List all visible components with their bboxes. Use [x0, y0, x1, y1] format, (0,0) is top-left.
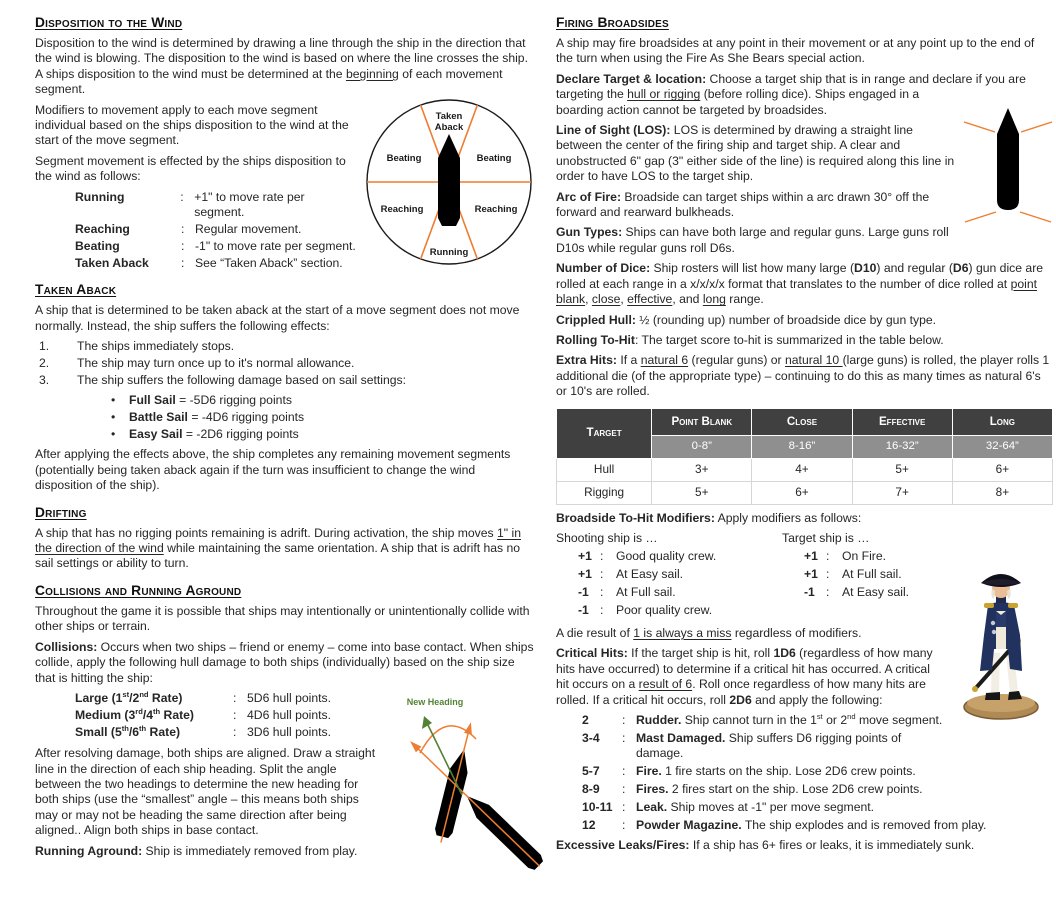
- critical-text: Powder Magazine. The ship explodes and is removed from play.: [636, 817, 987, 832]
- critical-roll: 8-9: [582, 782, 600, 797]
- wind-disposition-svg: [363, 94, 535, 276]
- effect-def: See “Taken Aback” section.: [195, 255, 343, 270]
- cell: 5+: [852, 458, 952, 481]
- excessive-leaks-fires: Excessive Leaks/Fires: If a ship has 6+ fires or leaks, it is immediately sunk.: [556, 838, 975, 853]
- damage-def: 5D6 hull points.: [247, 690, 332, 705]
- drifting-p1: A ship that has no rigging points remaining is adrift. During activation, the ship moves 1" in the direction of the wind while maintaining the same orientation. A ship that is adrift has no sail settings or ability to turn.: [35, 525, 522, 571]
- wind-label-aback: Aback: [434, 122, 464, 133]
- extra-hits: Extra Hits: If a natural 6 (regular guns) or natural 10 (large guns) is rolled, the player rolls 1 additional die (of the appropriate type) – continuing to do this as many times as natural 6's or 10's are rolled.: [556, 353, 1050, 399]
- to-hit-table: [556, 408, 1053, 505]
- collision-svg: [390, 691, 565, 891]
- collision-diagram: [390, 691, 565, 895]
- critical-row: 10-11 : Leak. Ship moves at -1" per move segment.: [556, 800, 1054, 815]
- running-aground: Running Aground: Ship is immediately removed from play.: [35, 843, 358, 858]
- modifier-text: At Full sail.: [616, 585, 676, 600]
- firing-p1: A ship may fire broadsides at any point in their movement or at any point up to the end of the turn when using the Fire As She Bears special action.: [556, 36, 1035, 66]
- modifier-value: -1: [804, 585, 815, 600]
- stern-arc-line-right: [1020, 212, 1051, 222]
- effect-row: Taken Aback : See “Taken Aback” section.: [75, 255, 343, 270]
- step-row: [35, 339, 535, 354]
- cell: 8+: [952, 481, 1052, 504]
- modifier-value: +1: [578, 567, 592, 582]
- arc-of-fire-svg: [962, 102, 1054, 224]
- wind-label-reaching-left: Reaching: [380, 204, 424, 215]
- critical-roll: 3-4: [582, 730, 600, 745]
- disposition-p1: Disposition to the wind is determined by drawing a line through the ship in the direction that the wind is blowing. The disposition to the wind is based on where the line crosses the ship. A ships disposition to the wind must be determined at the beginning of each movement segment.: [35, 36, 528, 97]
- left-column: [35, 12, 535, 899]
- modifier-value: +1: [804, 549, 818, 564]
- cell: 4+: [752, 458, 852, 481]
- critical-row: 8-9 : Fires. 2 fires start on the ship. Lose 2D6 crew points.: [556, 782, 1054, 797]
- col-header-effective: Effective: [852, 408, 952, 435]
- modifier-text: At Easy sail.: [842, 585, 910, 600]
- cell: 6+: [952, 458, 1052, 481]
- medal-star: [992, 630, 996, 634]
- miss-note: A die result of 1 is always a miss regardless of modifiers.: [556, 625, 862, 640]
- heading-taken-aback: Taken Aback: [35, 282, 117, 298]
- critical-text: Fires. 2 fires start on the ship. Lose 2D6 crew points.: [636, 782, 923, 797]
- table-row-rigging: [557, 481, 1053, 504]
- target-modifiers: [782, 531, 944, 621]
- modifier-text: At Full sail.: [842, 567, 902, 582]
- step-row: [35, 356, 535, 371]
- epaulette-right: [1008, 603, 1018, 608]
- sail-damage-item: [111, 410, 535, 425]
- bullet-icon: [111, 393, 129, 408]
- effect-term: Taken Aback: [75, 255, 149, 270]
- collisions-p2: Collisions: Occurs when two ships – friend or enemy – come into base contact. When ships collide, apply the following hull damage to both ships (individually) based on the ship size that is hitting the ship:: [35, 639, 534, 685]
- modifier-text: Poor quality crew.: [616, 603, 713, 618]
- collisions-p1: Throughout the game it is possible that ships may intentionally or unintentionally collide with other ships or terrain.: [35, 603, 530, 634]
- shooting-header: Shooting ship is …: [556, 530, 658, 545]
- epaulette-left: [984, 603, 994, 608]
- right-column: [556, 12, 1054, 859]
- effect-def: -1" to move rate per segment.: [195, 238, 356, 253]
- modifier-value: +1: [578, 549, 592, 564]
- sail-damage-text: Easy Sail = -2D6 rigging points: [129, 427, 299, 442]
- modifier-value: -1: [578, 585, 589, 600]
- number-of-dice: Number of Dice: Ship rosters will list how many large (D10) and regular (D6) gun dice are rolled at each range in a x/x/x/x format that translates to the number of dice rolled at point blank, close, effective, and long range.: [556, 261, 1044, 307]
- heading-disposition: Disposition to the Wind: [35, 15, 183, 30]
- line-of-sight: Line of Sight (LOS): LOS is determined by drawing a straight line between the center of the firing ship and target ship. A clear and unobstructed 6" gap (3" either side of the line) is required along this line in order to have LOS to the target ship.: [556, 123, 955, 184]
- bullet-icon: [111, 427, 129, 442]
- effect-term: Running: [75, 189, 125, 204]
- effect-term: Beating: [75, 238, 120, 253]
- modifier-text: On Fire.: [842, 549, 887, 564]
- damage-def: 3D6 hull points.: [247, 724, 332, 739]
- step-row: [35, 373, 535, 388]
- critical-text: Leak. Ship moves at -1" per move segment.: [636, 800, 875, 815]
- critical-text: Fire. 1 fire starts on the ship. Lose 2D6 crew points.: [636, 764, 916, 779]
- taken-aback-p1: A ship that is determined to be taken aback at the start of a move segment does not move normally. Instead, the ship suffers the following effects:: [35, 303, 520, 333]
- row-label: Hull: [557, 458, 652, 481]
- arc-of-fire: Arc of Fire: Broadside can target ships within a arc drawn 30° off the forward and rearward bulkheads.: [556, 189, 930, 220]
- heading-line-a: [441, 732, 469, 843]
- ship-silhouette: [438, 134, 460, 226]
- critical-roll: 2: [582, 713, 589, 727]
- damage-term: Medium (3rd/4th Rate): [75, 706, 194, 722]
- modifier-row: -1 : At Easy sail.: [804, 585, 910, 600]
- sail-damage-item: [111, 393, 535, 408]
- critical-hits-intro: Critical Hits: If the target ship is hit, roll 1D6 (regardless of how many hits have occurred) to determine if a critical hit has occurred. A critical hit occurs on a result of 6. Roll once regardless of how many hits are rolled. If a critical hit occurs, roll 2D6 and apply the following:: [556, 646, 933, 707]
- critical-text: Mast Damaged. Ship suffers D6 rigging points of damage.: [636, 730, 902, 761]
- rolling-to-hit: Rolling To-Hit: The target score to-hit is summarized in the table below.: [556, 332, 944, 347]
- modifier-row: -1 : Poor quality crew.: [578, 603, 713, 618]
- modifier-row: +1 : On Fire.: [804, 549, 887, 564]
- critical-roll: 12: [582, 817, 596, 832]
- wooden-base-top: [967, 694, 1035, 712]
- cell: 6+: [752, 481, 852, 504]
- sail-damage-list: [35, 393, 535, 442]
- table-row-hull: [557, 458, 1053, 481]
- damage-row: Small (5th/6th Rate) : 3D6 hull points.: [75, 723, 332, 739]
- disposition-p3: Segment movement is effected by the ships disposition to the wind as follows:: [35, 153, 346, 184]
- sword-tip: [972, 686, 978, 692]
- sail-damage-item: [111, 427, 535, 442]
- damage-def: 4D6 hull points.: [247, 707, 332, 722]
- left-shoe: [985, 692, 1000, 700]
- step-number: 2.: [39, 355, 50, 370]
- critical-text: Rudder. Ship cannot turn in the 1st or 2nd move segment.: [636, 711, 943, 727]
- effect-def: +1" to move rate per segment.: [194, 189, 305, 220]
- wind-label-reaching-right: Reaching: [474, 204, 518, 215]
- gun-types: Gun Types: Ships can have both large and regular guns. Large guns roll D10s while regular guns roll D6s.: [556, 225, 949, 255]
- ship-silhouette: [997, 108, 1019, 210]
- disposition-p2: Modifiers to movement apply to each move segment individual based on the ships disposition to the wind at the start of the move segment.: [35, 102, 349, 148]
- cell: 7+: [852, 481, 952, 504]
- col-header-point-blank: Point Blank: [652, 408, 752, 435]
- medal-star: [991, 621, 995, 625]
- critical-roll: 5-7: [582, 764, 600, 779]
- cell: 5+: [652, 481, 752, 504]
- arc-of-fire-diagram: [962, 102, 1054, 228]
- table-header-row: [557, 408, 1053, 435]
- critical-results-list: [556, 713, 1054, 833]
- wind-label-taken: Taken: [435, 111, 463, 122]
- range-band: 0-8”: [652, 435, 752, 458]
- heading-drifting: Drifting: [35, 504, 87, 520]
- step-number: 1.: [39, 339, 50, 353]
- modifier-row: +1 : Good quality crew.: [578, 549, 717, 564]
- sail-damage-text: Full Sail = -5D6 rigging points: [129, 393, 292, 408]
- modifier-text: At Easy sail.: [616, 567, 684, 582]
- step-text: The ship suffers the following damage based on sail settings:: [77, 372, 407, 387]
- sail-damage-text: Battle Sail = -4D6 rigging points: [129, 410, 305, 425]
- nelson-miniature-illustration: [948, 531, 1054, 727]
- effect-row: Beating : -1" to move rate per segment.: [75, 238, 356, 253]
- range-band: 32-64”: [952, 435, 1052, 458]
- modifier-value: +1: [804, 567, 818, 582]
- table-corner-target: Target: [557, 408, 652, 458]
- damage-term: Small (5th/6th Rate): [75, 723, 181, 739]
- bullet-icon: [111, 410, 129, 425]
- wind-label-running: Running: [429, 247, 469, 258]
- range-band: 8-16”: [752, 435, 852, 458]
- heading-collisions: Collisions and Running Aground: [35, 582, 242, 598]
- modifiers-lead: Broadside To-Hit Modifiers: Apply modifiers as follows:: [556, 510, 862, 525]
- wind-disposition-diagram: [363, 94, 535, 280]
- new-heading-label: New Heading: [406, 696, 464, 707]
- effect-row: Running : +1" to move rate per segment.: [75, 190, 357, 221]
- range-band: 16-32”: [852, 435, 952, 458]
- step-text: The ships immediately stops.: [77, 339, 235, 353]
- new-heading-arrow: [422, 716, 432, 729]
- stern-arc-line-left: [965, 212, 996, 222]
- step-number: 3.: [39, 372, 50, 387]
- critical-row: 12 : Powder Magazine. The ship explodes and is removed from play.: [556, 818, 1054, 833]
- wind-label-beating-right: Beating: [476, 153, 512, 164]
- step-text: The ship may turn once up to it's normal allowance.: [77, 355, 355, 370]
- declare-target: Declare Target & location: Choose a target ship that is in range and declare if you are targeting the hull or rigging (before rolling dice). Ships engaged in a boarding action cannot be targeted by broadsides.: [556, 71, 1026, 117]
- critical-roll: 10-11: [582, 800, 613, 815]
- collisions-p3: After resolving damage, both ships are aligned. Draw a straight line in the direction of each ship heading. Split the angle between the two headings to determine the new heading for both ships (use the “smallest” angle – this means both ships may or may not be heading the same direction after being aligned.. Align both ships in base contact.: [35, 746, 376, 838]
- crippled-hull: Crippled Hull: ½ (rounding up) number of broadside dice by gun type.: [556, 312, 937, 327]
- effect-term: Reaching: [75, 221, 130, 236]
- wind-label-beating-left: Beating: [386, 153, 422, 164]
- modifier-row: -1 : At Full sail.: [578, 585, 676, 600]
- damage-row: Large (1st/2nd Rate) : 5D6 hull points.: [75, 689, 332, 705]
- modifier-text: Good quality crew.: [616, 549, 717, 564]
- modifier-value: -1: [578, 603, 589, 618]
- nelson-miniature-svg: [948, 531, 1054, 723]
- bow-arc-line-left: [964, 122, 995, 132]
- collision-ship-b: [404, 735, 546, 873]
- taken-aback-p2: After applying the effects above, the ship completes any remaining movement segments (potentially being taken aback again if the turn was insufficient to change the wind disposition of the ship).: [35, 447, 511, 493]
- critical-row: 3-4 : Mast Damaged. Ship suffers D6 rigging points of damage.: [556, 731, 944, 762]
- modifier-row: +1 : At Full sail.: [804, 567, 902, 582]
- heading-firing-broadsides: Firing Broadsides: [556, 15, 669, 30]
- critical-row: 5-7 : Fire. 1 fire starts on the ship. Lose 2D6 crew points.: [556, 764, 1054, 779]
- damage-term: Large (1st/2nd Rate): [75, 689, 183, 705]
- row-label: Rigging: [557, 481, 652, 504]
- target-header: Target ship is …: [782, 530, 870, 545]
- cell: 3+: [652, 458, 752, 481]
- critical-row: 2 : Rudder. Ship cannot turn in the 1st or 2nd move segment.: [582, 711, 943, 727]
- heading-line-b: [417, 748, 539, 866]
- bow-arc-line-right: [1021, 122, 1052, 132]
- col-header-close: Close: [752, 408, 852, 435]
- effect-row: Reaching : Regular movement.: [75, 221, 302, 236]
- shooting-modifiers: [556, 531, 782, 621]
- col-header-long: Long: [952, 408, 1052, 435]
- right-shoe: [1008, 691, 1022, 700]
- taken-aback-steps: [35, 339, 535, 388]
- modifier-row: +1 : At Easy sail.: [578, 567, 684, 582]
- effect-def: Regular movement.: [195, 221, 302, 236]
- modifier-columns: [556, 531, 944, 621]
- damage-row: Medium (3rd/4th Rate) : 4D6 hull points.: [75, 706, 332, 722]
